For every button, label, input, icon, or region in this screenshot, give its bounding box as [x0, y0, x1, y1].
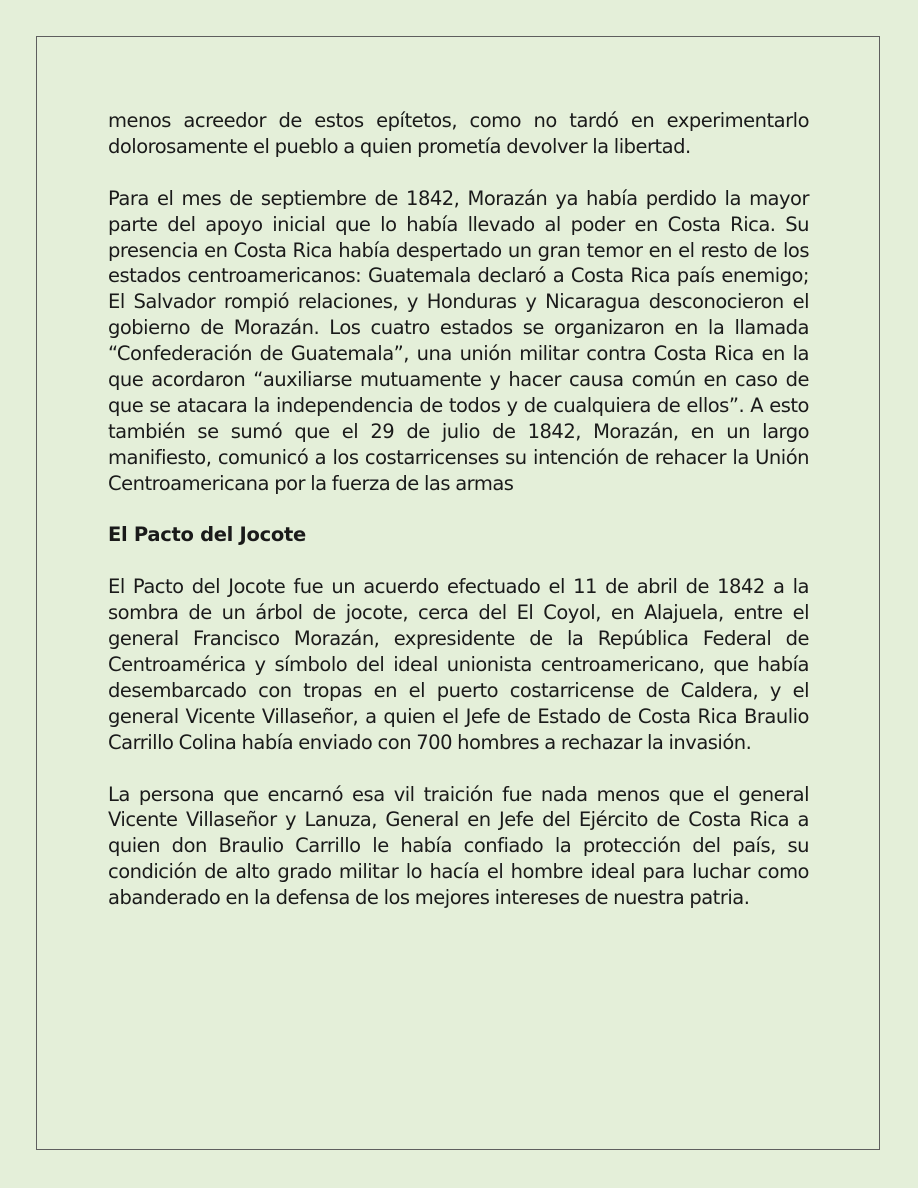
section-heading: El Pacto del Jocote — [108, 523, 306, 547]
paragraph-gap — [108, 160, 809, 186]
paragraph-gap — [108, 497, 809, 523]
paragraph-1: menos acreedor de estos epítetos, como no tardó en experimentarlo dolorosamente el pueblo a quien prometía devolver la libertad. — [108, 109, 809, 158]
paragraph-gap — [108, 548, 809, 574]
paragraph-gap — [108, 756, 809, 782]
document-body — [108, 108, 809, 911]
paragraph-3: El Pacto del Jocote fue un acuerdo efectuado el 11 de abril de 1842 a la sombra de un árbol de jocote, cerca del El Coyol, en Alajuela, entre el general Francisco Morazán, expresidente de la República Federal de Centroamérica y símbolo del ideal unionista centroamericano, que había desembarcado con tropas en el puerto costarricense de Caldera, y el general Vicente Villaseñor, a quien el Jefe de Estado de Costa Rica Braulio Carrillo Colina había enviado con 700 hombres a rechazar la invasión. — [108, 575, 809, 754]
paragraph-2: Para el mes de septiembre de 1842, Morazán ya había perdido la mayor parte del apoyo inicial que lo había llevado al poder en Costa Rica. Su presencia en Costa Rica había despertado un gran temor en el resto de los estados centroamericanos: Guatemala declaró a Costa Rica país enemigo; El Salvador rompió relaciones, y Honduras y Nicaragua desconocieron el gobierno de Morazán. Los cuatro estados se organizaron en la llamada “Confederación de Guatemala”, una unión militar contra Costa Rica en la que acordaron “auxiliarse mutuamente y hacer causa común en caso de que se atacara la independencia de todos y de cualquiera de ellos”. A esto también se sumó que el 29 de julio de 1842, Morazán, en un largo manifiesto, comunicó a los costarricenses su intención de rehacer la Unión Centroamericana por la fuerza de las armas — [108, 186, 809, 495]
paragraph-4: La persona que encarnó esa vil traición fue nada menos que el general Vicente Villaseñor y Lanuza, General en Jefe del Ejército de Costa Rica a quien don Braulio Carrillo le había confiado la protección del país, su condición de alto grado militar lo hacía el hombre ideal para luchar como abanderado en la defensa de los mejores intereses de nuestra patria. — [108, 782, 809, 910]
